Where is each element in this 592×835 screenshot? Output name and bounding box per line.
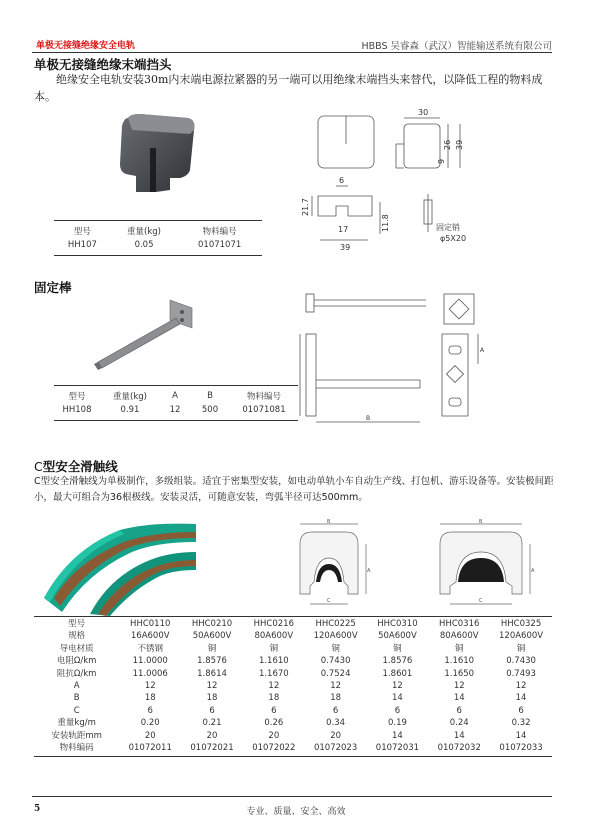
c1-dim-c: C [327,598,331,604]
fixing-rod-drawing [296,284,492,424]
row-label: 阻抗Ω/km [56,668,97,679]
table-cell: 0.24 [449,718,469,729]
table-cell: HHC0310 [377,619,418,629]
header-divider [32,52,552,53]
dim-11-8: 11.8 [381,214,390,232]
table-cell: 12 [330,681,342,692]
table-cell: 6 [456,705,462,716]
c-rail-photo [40,520,200,616]
table-cell: 80A600V [254,631,294,642]
table-cell: 6 [518,705,524,716]
table-row [34,717,552,729]
table-cell: HHC0325 [500,619,542,629]
table-cell: 01072021 [190,743,234,754]
row-label: A [73,681,80,692]
table-cell: 12 [169,405,181,415]
table-cell: 20 [330,730,342,741]
table-cell: 14 [453,693,465,704]
c1-dim-b: B [327,519,331,525]
table-cell: 18 [268,693,280,704]
header-company: HBBS 吴睿森（武汉）智能输送系统有限公司 [361,41,552,52]
row-label: 电阻Ω/km [56,656,97,667]
s2-col-code: 物料编号 [246,392,281,402]
row-label: 型号 [68,619,86,629]
c2-dim-b: B [479,519,483,525]
section1-description: 绝缘安全电轨安装30m内末端电源拉紧器的另一端可以用绝缘末端挡头来替代，以降低工程的物料成本。 [34,73,543,103]
page-number: 5 [34,804,41,814]
pin-size: φ5X20 [440,234,467,243]
table-cell: 14 [515,693,527,704]
s2-table-bottom-rule [54,420,298,421]
table-row [54,403,298,417]
table-cell: 20 [268,730,280,741]
table-cell: 6 [332,705,339,716]
table-cell: 14 [392,730,403,741]
table-row [34,618,552,630]
section3-description: C型安全滑触线为单极制作，多级组装。适宜于密集型安装，如电动单轨小车自动生产线、打包机、游乐设备等。安装极间距小，最大可组合为36根极线。安装灵活，可随意安装，弯弧半径可达500mm。 [34,476,554,503]
table-cell: 12 [392,681,403,692]
table-cell: 12 [515,681,527,692]
table-cell: 01072033 [499,743,543,754]
table-row [34,643,552,655]
footer-divider [32,796,552,797]
row-label: C [73,705,80,716]
table-row [34,668,552,680]
dim-9: 9 [437,158,446,164]
c-profile-drawing-1 [286,518,370,610]
table-cell: HH108 [62,405,92,415]
table-cell: 1.1650 [444,668,475,679]
s2-col-weight: 重量(kg) [113,392,147,402]
table-cell: 0.34 [326,718,346,729]
section3-title [34,457,118,475]
dim-21-7: 21.7 [301,198,310,216]
table-cell: 11.0000 [132,656,168,667]
table-row [34,655,552,667]
table-cell: 不锈钢 [137,643,163,654]
s1-spec-table [54,224,262,252]
table-cell: 12 [206,681,218,692]
table-row [34,630,552,642]
table-cell: 120A600V [313,631,358,642]
dim-17: 17 [338,225,349,234]
s1-col-model: 型号 [73,227,91,237]
table-cell: 0.91 [120,405,140,415]
table-cell: 12 [144,681,156,692]
table-cell: 6 [394,705,401,716]
table-cell: 01072023 [313,743,358,754]
s1-table-top-rule [54,220,262,221]
table-cell: 铜 [516,643,526,654]
row-label: 安装轨距mm [51,730,102,741]
table-cell: 01072022 [252,743,296,754]
table-cell: 20 [144,730,156,741]
s3-table-top-rule [34,616,552,617]
table-cell: 1.1610 [258,656,289,667]
s1-col-code: 物料编号 [202,227,237,237]
table-cell: 20 [206,730,218,741]
table-cell: 0.19 [387,718,407,729]
table-cell: HHC0216 [253,619,294,629]
table-cell: HHC0110 [130,619,171,629]
section3-title-rest: 型安全滑触线 [42,459,118,474]
table-row [34,680,552,692]
row-label: B [73,693,80,704]
table-cell: 50A600V [378,631,417,642]
table-cell: 6 [271,705,277,716]
table-cell: 11.0006 [132,668,168,679]
table-cell: 1.8614 [197,668,227,679]
table-cell: 12 [453,681,465,692]
table-cell: 0.26 [264,718,284,729]
c-profile-drawing-2 [426,518,536,610]
table-cell: 铜 [454,643,464,654]
s2-col-a: A [172,391,178,401]
table-cell: 1.1670 [258,668,289,679]
table-cell: 铜 [207,643,217,654]
table-row [34,730,552,742]
table-cell: HH107 [67,240,97,250]
table-cell: 0.7430 [506,656,536,667]
rod-dim-a: A [480,347,485,354]
header-left-title: 单极无接缝绝缘安全电轨 [36,41,136,51]
table-cell: 14 [515,730,527,741]
table-cell: 01072031 [375,743,420,754]
row-label: 导电材质 [59,643,94,654]
table-cell: 50A600V [192,631,232,642]
table-cell: 12 [268,681,280,692]
dim-26: 26 [443,139,452,150]
table-cell: 0.20 [140,718,160,729]
table-cell: 6 [209,705,215,716]
table-cell: 0.21 [202,718,222,729]
dim-39-bottom: 39 [340,243,351,252]
table-cell: 18 [330,693,342,704]
end-cap-photo [110,112,202,196]
c2-dim-c: C [479,598,483,604]
table-cell: 铜 [331,643,340,654]
s1-col-weight: 重量(kg) [127,227,161,237]
rod-dim-b: B [366,415,371,422]
fixing-rod-photo [92,294,202,376]
table-cell: 18 [144,693,156,704]
table-cell: 0.7430 [320,656,351,667]
table-row [54,238,262,252]
row-label: 重量kg/m [57,718,96,729]
s2-table-top-rule [54,385,298,386]
table-cell: HHC0316 [439,619,480,629]
table-cell: 14 [392,693,403,704]
footer-slogan: 专业、质量、安全、高效 [246,807,346,817]
table-cell: 1.1610 [444,656,475,667]
row-label: 物料编码 [59,743,94,754]
dim-30: 30 [418,108,429,117]
table-cell: 1.8576 [197,656,227,667]
table-cell: 铜 [393,643,402,654]
table-row [34,692,552,704]
row-label: 规格 [68,631,86,642]
table-cell: 120A600V [499,631,544,642]
dim-6: 6 [339,176,345,185]
section2-title: 固定棒 [34,280,72,295]
dim-39-right: 39 [455,139,464,150]
section1-title: 单极无接缝绝缘末端挡头 [34,57,172,72]
table-cell: 14 [453,730,465,741]
table-cell: 1.8601 [382,668,413,679]
table-row [34,742,552,754]
table-cell: HHC0225 [315,619,356,629]
table-cell: 01072032 [437,743,481,754]
c-rail-spec-table [34,618,552,754]
table-cell: 1.8576 [382,656,413,667]
table-cell: 500 [201,405,219,415]
table-cell: HHC0210 [191,619,233,629]
pin-label: 固定销 [436,223,460,232]
s3-table-bottom-rule [34,756,552,757]
table-cell: 6 [147,705,153,716]
s2-col-b: B [207,391,213,401]
table-cell: 0.32 [511,718,531,729]
table-cell: 01072011 [128,743,172,754]
s1-table-bottom-rule [54,255,262,256]
table-cell: 01071071 [198,240,242,250]
table-cell: 0.7493 [506,668,536,679]
table-cell: 0.7524 [320,668,351,679]
end-cap-drawing [300,104,480,254]
s2-spec-table [54,389,298,417]
c1-dim-a: A [367,568,371,574]
table-cell: 18 [206,693,218,704]
table-cell: 80A600V [439,631,479,642]
c2-dim-a: A [531,568,535,574]
s2-col-model: 型号 [68,392,86,402]
table-cell: 16A600V [130,631,170,642]
table-cell: 0.05 [134,240,154,250]
table-cell: 铜 [269,643,279,654]
table-cell: 01071081 [242,405,286,415]
table-row [34,705,552,717]
section3-title-prefix: C [34,459,43,474]
